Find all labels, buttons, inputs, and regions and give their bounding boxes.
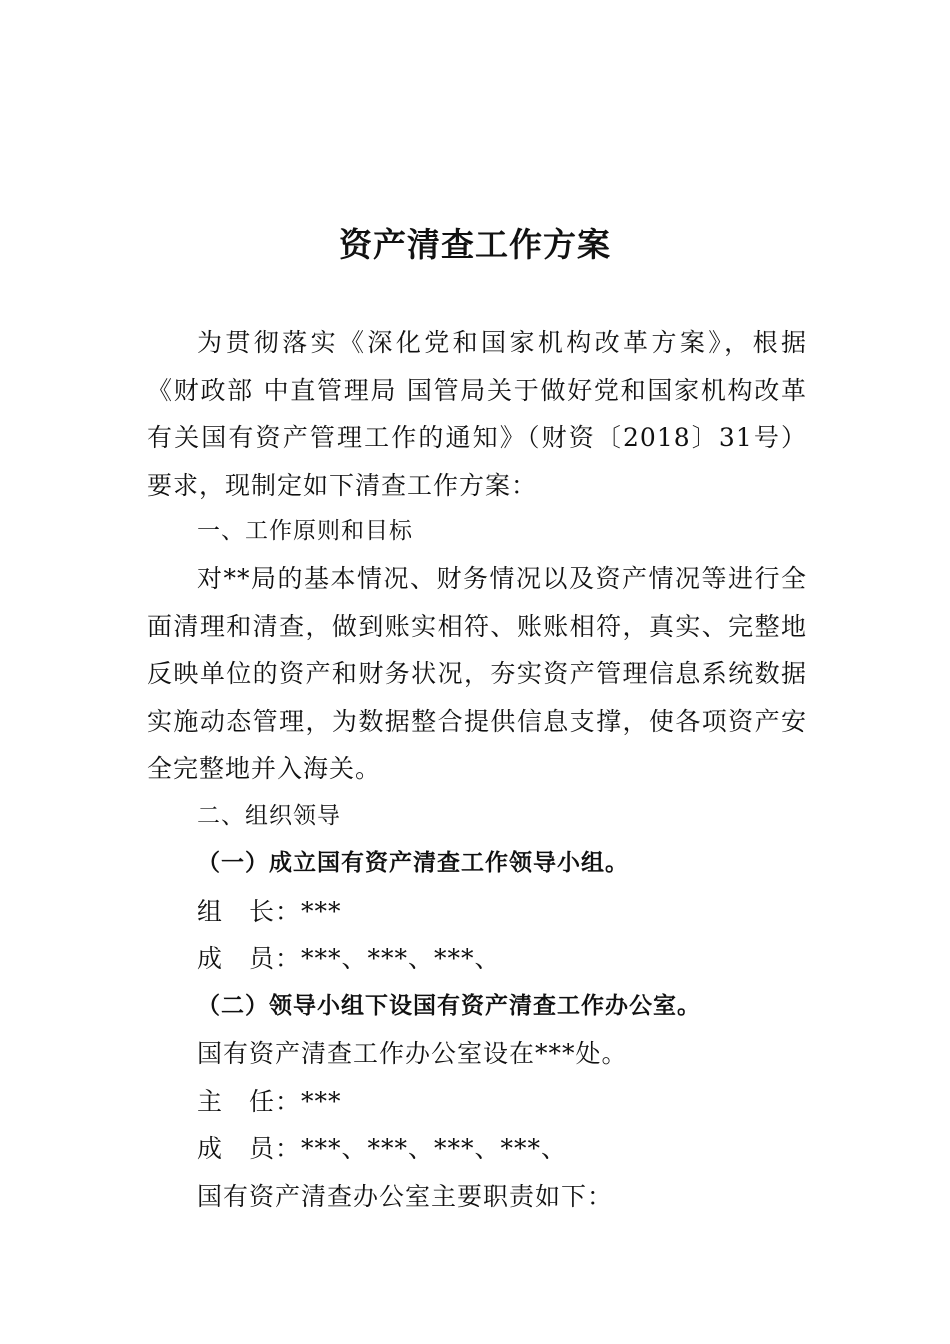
office-location-line: 国有资产清查工作办公室设在***处。 xyxy=(197,1039,628,1068)
section-heading-organization: 二、组织领导 xyxy=(197,803,341,829)
group-members-line: 成 员：***、***、***、 xyxy=(197,944,501,973)
office-duties-intro: 国有资产清查办公室主要职责如下： xyxy=(197,1182,614,1211)
intro-paragraph: 为贯彻落实《深化党和国家机构改革方案》，根据《财政部 中直管理局 国管局关于做好党和国家机构改革有关国有资产管理工作的通知》（财资〔2018〕31号）要求，现制定如下清查工作方案： xyxy=(147,328,807,500)
principles-paragraph: 对**局的基本情况、财务情况以及资产情况等进行全面清理和清查，做到账实相符、账账相符，真实、完整地反映单位的资产和财务状况，夯实资产管理信息系统数据实施动态管理，为数据整合提供信息支撑，使各项资产安全完整地并入海关。 xyxy=(147,564,807,783)
subsection-heading-office: （二）领导小组下设国有资产清查工作办公室。 xyxy=(197,993,701,1019)
subsection-heading-leading-group: （一）成立国有资产清查工作领导小组。 xyxy=(197,850,629,876)
document-title: 资产清查工作方案 xyxy=(339,225,611,264)
office-members-line: 成 员：***、***、***、***、 xyxy=(197,1134,568,1163)
office-director-line: 主 任：*** xyxy=(197,1087,342,1116)
section-heading-principles: 一、工作原则和目标 xyxy=(197,518,413,544)
group-leader-line: 组 长：*** xyxy=(197,897,342,926)
